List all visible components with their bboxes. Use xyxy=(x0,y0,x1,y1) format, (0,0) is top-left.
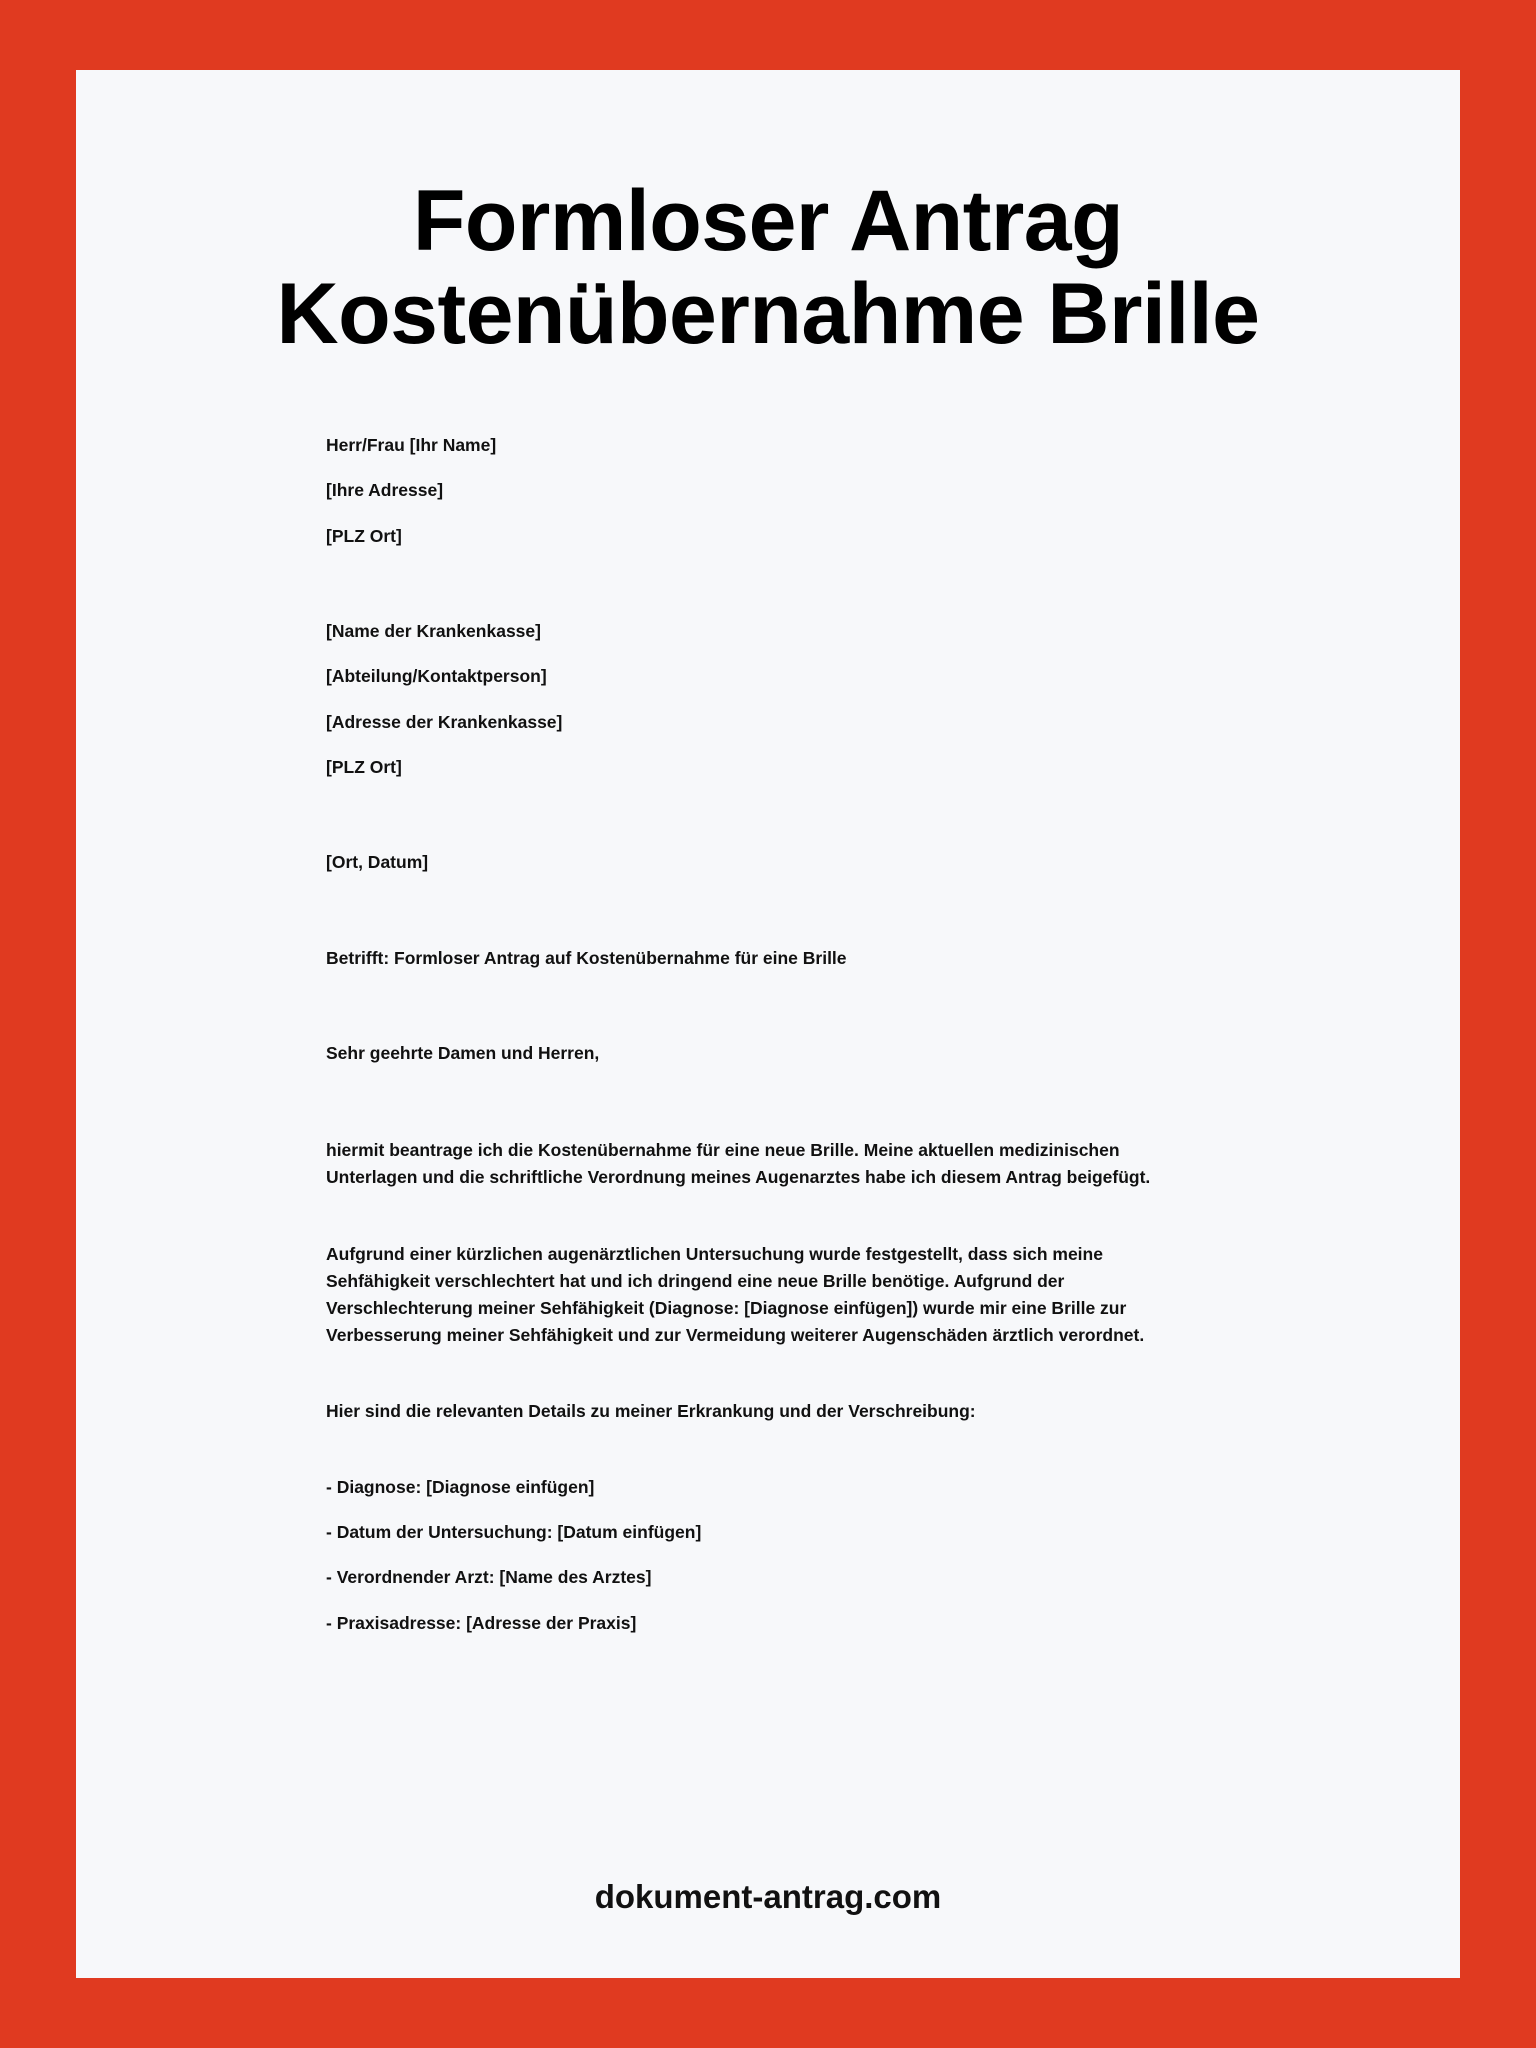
list-item: - Datum der Untersuchung: [Datum einfügen] xyxy=(326,1522,702,1542)
recipient-line-3: [Adresse der Krankenkasse] xyxy=(326,711,563,732)
document-body xyxy=(76,361,1460,1636)
list-item: - Praxisadresse: [Adresse der Praxis] xyxy=(326,1612,637,1633)
page-title: Formloser Antrag Kostenübernahme Brille xyxy=(276,173,1260,362)
details-list xyxy=(326,1475,1210,1637)
recipient-address-block xyxy=(326,619,1210,781)
document-page xyxy=(76,70,1460,1978)
site-footer: dokument-antrag.com xyxy=(594,1878,942,1915)
paragraph-diagnosis: Aufgrund einer kürzlichen augenärztlichen Untersuchung wurde festgestellt, dass sich meine Sehfähigkeit verschlechtert hat und ich dringend eine neue Brille benötige. Aufgrund der Verschlechterung meiner Sehfähigkeit (Diagnose: [Diagnose einfügen]) wurde mir eine Brille zur Verbesserung meiner Sehfähigkeit und zur Vermeidung weiterer Augenschäden ärztlich verordnet. xyxy=(326,1243,1145,1346)
paragraph-intro: hiermit beantrage ich die Kostenübernahme für eine neue Brille. Meine aktuellen medizinischen Unterlagen und die schriftliche Verordnung meines Augenarztes habe ich diesem Antrag beigefügt. xyxy=(326,1139,1151,1187)
details-intro: Hier sind die relevanten Details zu meiner Erkrankung und der Verschreibung: xyxy=(326,1401,976,1422)
salutation: Sehr geehrte Damen und Herren, xyxy=(326,1043,600,1064)
list-item: - Verordnender Arzt: [Name des Arztes] xyxy=(326,1567,652,1588)
subject-line: Betrifft: Formloser Antrag auf Kostenübernahme für eine Brille xyxy=(326,947,847,968)
recipient-line-4: [PLZ Ort] xyxy=(326,757,402,777)
sender-address-block xyxy=(326,433,1210,549)
sender-line-3: [PLZ Ort] xyxy=(326,525,402,546)
place-date: [Ort, Datum] xyxy=(326,852,429,873)
recipient-line-1: [Name der Krankenkasse] xyxy=(326,620,541,641)
sender-line-2: [Ihre Adresse] xyxy=(326,480,444,501)
sender-line-1: Herr/Frau [Ihr Name] xyxy=(326,434,497,455)
list-item: - Diagnose: [Diagnose einfügen] xyxy=(326,1476,595,1497)
recipient-line-2: [Abteilung/Kontaktperson] xyxy=(326,666,547,687)
